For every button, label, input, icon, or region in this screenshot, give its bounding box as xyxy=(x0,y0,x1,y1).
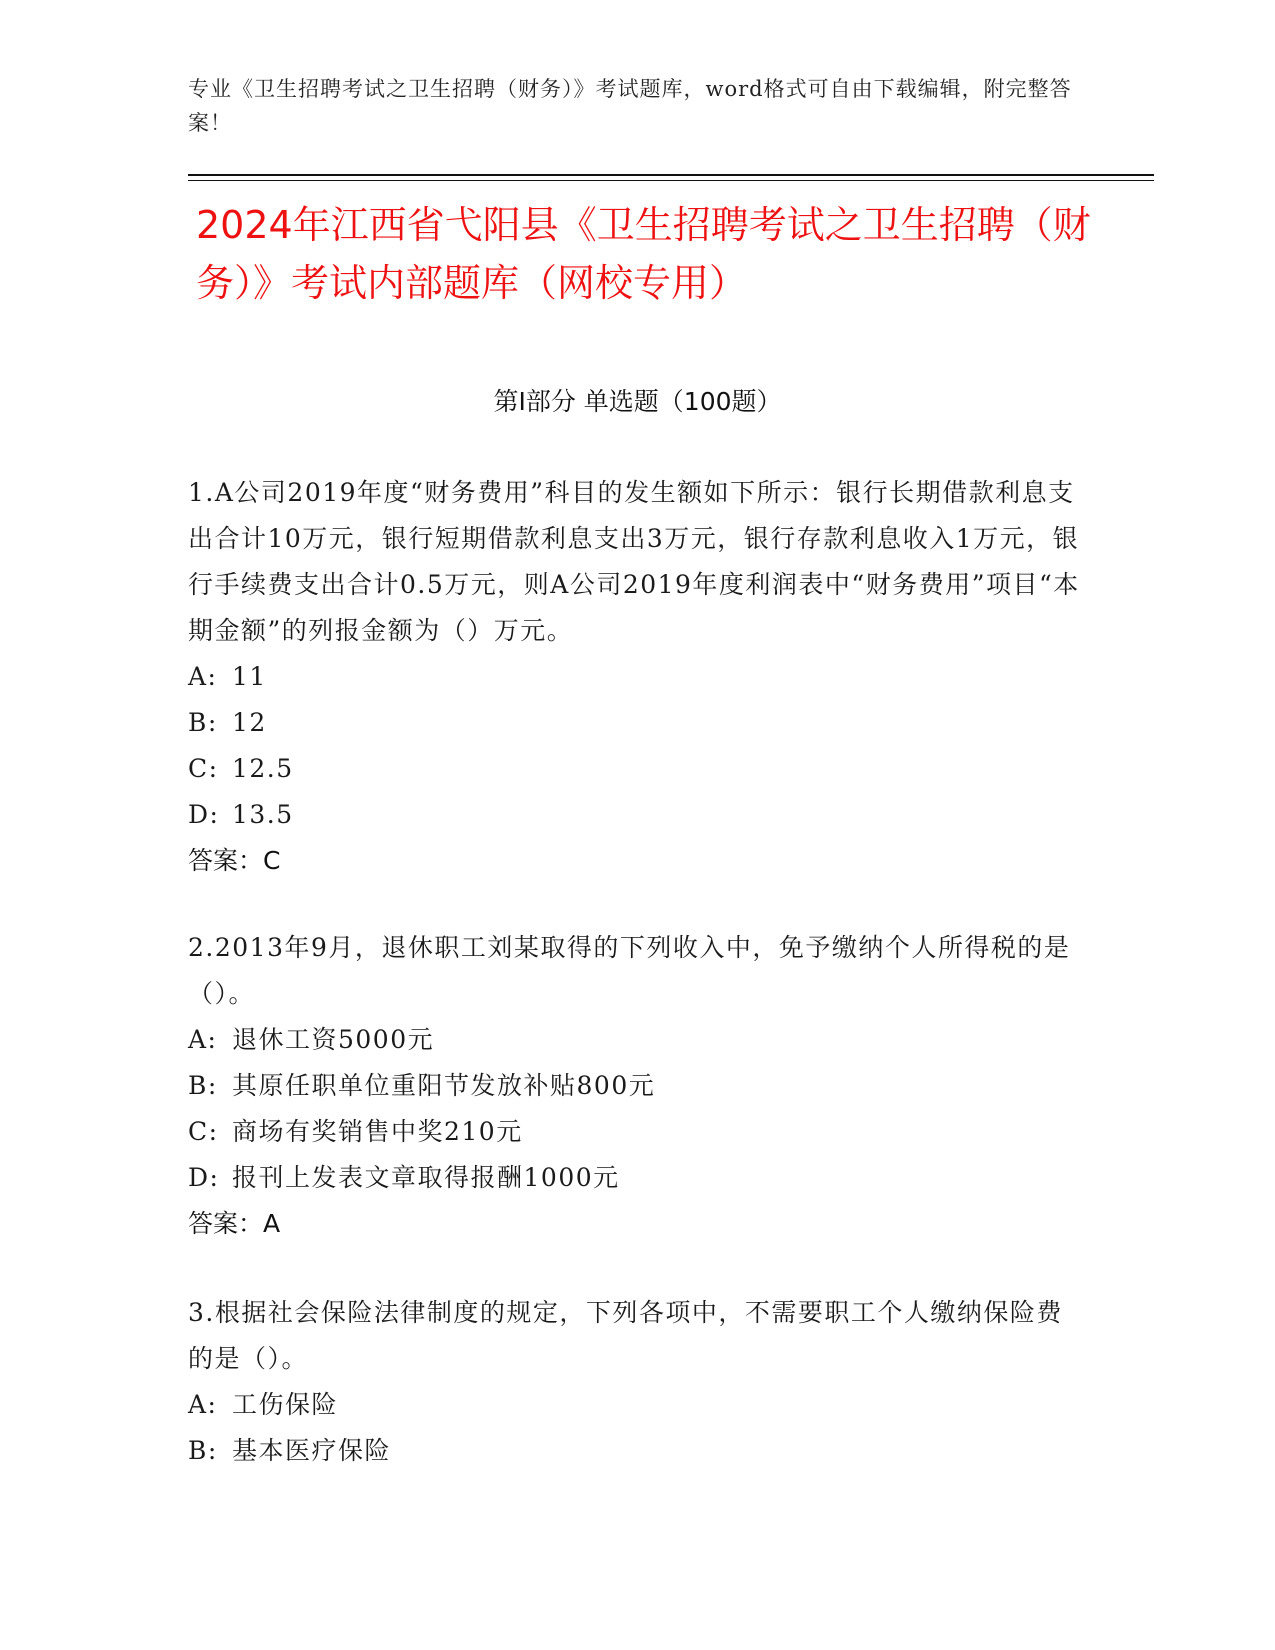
option-c xyxy=(188,1109,1088,1155)
option-a xyxy=(188,1382,1088,1428)
option-b xyxy=(188,1063,1088,1109)
option-text: 12 xyxy=(232,708,267,737)
header-note: 专业《卫生招聘考试之卫生招聘（财务）》考试题库，word格式可自由下载编辑，附完整答案！ xyxy=(188,77,1072,135)
question-1 xyxy=(188,470,1088,884)
option-text: 12.5 xyxy=(232,754,294,783)
option-text: 工伤保险 xyxy=(232,1390,339,1419)
header-divider-thin xyxy=(188,180,1154,181)
option-a xyxy=(188,1017,1088,1063)
option-d xyxy=(188,792,1088,838)
option-text: 退休工资5000元 xyxy=(232,1025,435,1054)
question-stem: 3.根据社会保险法律制度的规定，下列各项中，不需要职工个人缴纳保险费的是（）。 xyxy=(188,1298,1063,1373)
section-heading: 第Ⅰ部分 单选题（100题） xyxy=(493,387,782,416)
option-c xyxy=(188,746,1088,792)
question-stem: 2.2013年9月，退休职工刘某取得的下列收入中，免予缴纳个人所得税的是（）。 xyxy=(188,933,1071,1008)
question-3 xyxy=(188,1290,1088,1474)
option-b xyxy=(188,1428,1088,1474)
header-divider-thick xyxy=(188,174,1154,176)
option-b xyxy=(188,700,1088,746)
question-2 xyxy=(188,925,1088,1247)
option-key: B: xyxy=(188,708,218,737)
option-key: C: xyxy=(188,1117,219,1146)
answer-line: 答案：A xyxy=(188,1209,281,1238)
option-text: 其原任职单位重阳节发放补贴800元 xyxy=(232,1071,656,1100)
option-key: D: xyxy=(188,1163,220,1192)
option-key: A: xyxy=(188,1025,218,1054)
option-key: A: xyxy=(188,662,218,691)
option-text: 商场有奖销售中奖210元 xyxy=(232,1117,523,1146)
option-key: B: xyxy=(188,1436,218,1465)
option-text: 11 xyxy=(232,662,267,691)
option-key: A: xyxy=(188,1390,218,1419)
question-stem: 1.A公司2019年度“财务费用”科目的发生额如下所示：银行长期借款利息支出合计10万元，银行短期借款利息支出3万元，银行存款利息收入1万元，银行手续费支出合计0.5万元，则A公司2019年度利润表中“财务费用”项目“本期金额”的列报金额为（）万元。 xyxy=(188,478,1080,645)
option-d xyxy=(188,1155,1088,1201)
option-text: 13.5 xyxy=(232,800,294,829)
option-key: C: xyxy=(188,754,219,783)
answer-line: 答案：C xyxy=(188,846,281,875)
option-key: B: xyxy=(188,1071,218,1100)
option-text: 报刊上发表文章取得报酬1000元 xyxy=(232,1163,620,1192)
option-a xyxy=(188,654,1088,700)
option-key: D: xyxy=(188,800,220,829)
document-title: 2024年江西省弋阳县《卫生招聘考试之卫生招聘（财务）》考试内部题库（网校专用） xyxy=(196,203,1091,305)
option-text: 基本医疗保险 xyxy=(232,1436,392,1465)
